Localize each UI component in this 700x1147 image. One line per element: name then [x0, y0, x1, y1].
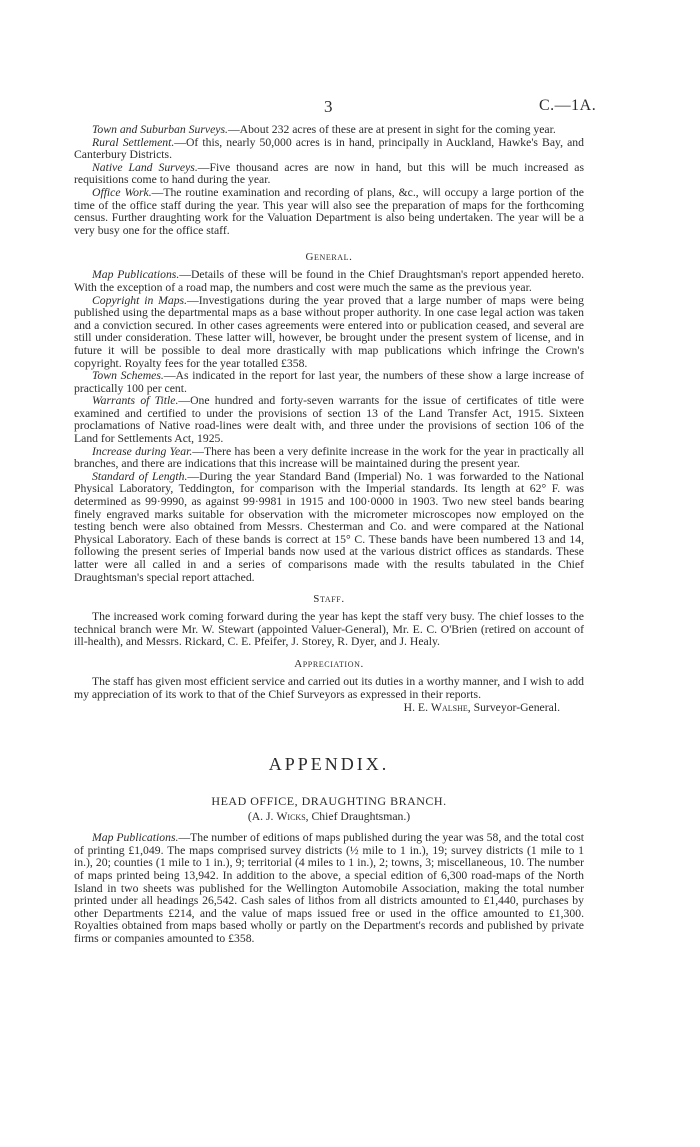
- signature-surname: Walshe: [430, 701, 468, 715]
- author-prefix: (A. J.: [247, 810, 277, 824]
- paragraph-staff: The increased work coming forward during the year has kept the staff very busy. The chief losses to the technical branch were Mr. W. Stewart (appointed Valuer-General), Mr. E. C. O'Brien (retired on account of ill-health), and Messrs. Rickard, C. E. Pfeifer, J. Storey, R. Dyer, and J. Healy.: [74, 610, 584, 649]
- paragraph-text: —The routine examination and recording of plans, &c., will occupy a large portion of the time of the office staff during the year. This year will also see the preparation of maps for the forthcoming census. Further draughting work for the Valuation Department is also being undertaken. The year will be a very busy one for the office staff.: [74, 185, 584, 237]
- signature: [74, 701, 560, 714]
- section-heading-appreciation: Appreciation.: [294, 657, 364, 670]
- paragraph-warrants: [74, 395, 584, 445]
- paragraph-lead: Map Publications.: [92, 831, 179, 845]
- paragraph-text: —Investigations during the year proved that a large number of maps were being published using the departmental maps as a base without proper authority. In one case legal action was taken and a conviction secured. In other cases agreements were entered into or publication ceased, and several are still under consideration. These latter will, however, be brought under the present system of license, and in future it will be possible to deal more drastically with map publications which infringe the Crown's copyright. Royalty fees for the year totalled £358.: [74, 293, 584, 370]
- paragraph-native-land: [74, 162, 584, 187]
- paragraph-lead: Rural Settlement.: [92, 135, 175, 149]
- paragraph-text: —The number of editions of maps published during the year was 58, and the total cost of printing £1,049. The maps comprised survey districts (½ mile to 1 in.), 19; survey districts (1 mile to 1 in.), 20; counties (1 mile to 1 in.), 9; territorial (4 miles to 1 in.), 2; towns, 3; miscellaneous, 10. The number of maps printed being 13,942. In addition to the above, a special edition of 6,300 road-maps of the North Island in two sheets was published for the Wellington Automobile Association, making the total number printed under all headings 26,542. Cash sales of lithos from all districts amounted to £1,440, purchases by other Departments £214, and the value of maps issued free or used in the office amounted to £1,300. Royalties obtained from maps based wholly or partly on the Department's records and published by private firms or companies amounted to £358.: [74, 831, 584, 945]
- appendix-subtitle: HEAD OFFICE, DRAUGHTING BRANCH.: [211, 794, 447, 809]
- paragraph-lead: Increase during Year.: [92, 444, 193, 458]
- paragraph-lead: Map Publications.: [92, 268, 180, 282]
- section-heading-staff: Staff.: [313, 593, 345, 606]
- author-surname: Wicks: [276, 810, 306, 824]
- paragraph-text: —Five thousand acres are now in hand, but this will be much increased as requisitions come to hand during the year.: [74, 160, 584, 187]
- paragraph-lead: Office Work.: [92, 185, 152, 199]
- paragraph-office-work: [74, 187, 584, 237]
- paragraph-lead: Town Schemes.: [92, 369, 164, 383]
- paragraph-standard-length: [74, 471, 584, 584]
- paragraph-town-schemes: [74, 370, 584, 395]
- paragraph-lead: Native Land Surveys.: [92, 160, 198, 174]
- paragraph-text: —Of this, nearly 50,000 acres is in hand, principally in Auckland, Hawke's Bay, and Canterbury Districts.: [74, 135, 584, 162]
- paragraph-text: —Details of these will be found in the Chief Draughtsman's report appended hereto. With the exception of a road map, the numbers and cost were much the same as the previous year.: [74, 268, 584, 294]
- appendix-title: APPENDIX.: [268, 754, 390, 775]
- paragraph-rural-settlement: [74, 137, 584, 162]
- section-heading-general: General.: [305, 251, 353, 264]
- appendix-author: [74, 810, 584, 824]
- page-number: 3: [324, 97, 333, 116]
- paragraph-copyright: [74, 295, 584, 371]
- paragraph-appendix-map-publications: [74, 832, 584, 945]
- paragraph-increase: [74, 446, 584, 471]
- paragraph-text: —One hundred and forty-seven warrants for the issue of certificates of title were examined and certified to under the provisions of section 13 of the Land Transfer Act, 1915. Sixteen proclamations of Native road-lines were dealt with, and three under the provisions of section 106 of the Land for Settlements Act, 1925.: [74, 394, 584, 446]
- paragraph-map-publications: [74, 269, 584, 294]
- paragraph-text: —During the year Standard Band (Imperial) No. 1 was forwarded to the National Physical Laboratory, Teddington, for comparison with the Imperial standards. Its length at 62° F. was determined as 99·9990, as against 99·9981 in 1915 and 100·0000 in 1903. Two new steel bands bearing finely engraved marks suitable for observation with the micrometer microscopes now employed on the testing bench were also obtained from Messrs. Chesterman and Co. and were compared at the National Physical Laboratory. Each of these bands is correct at 15° C. These bands have been numbered 13 and 14, following the present series of Imperial bands now used at the various district offices as standards. These latter were all called in and a series of comparisons made with the results tabulated in the Chief Draughtsman's special report attached.: [74, 469, 585, 584]
- paragraph-lead: Standard of Length.: [92, 469, 188, 483]
- paragraph-lead: Copyright in Maps.: [92, 293, 188, 307]
- paragraph-text: —About 232 acres of these are at present in sight for the coming year.: [227, 123, 556, 136]
- signature-initials: H. E.: [403, 701, 431, 715]
- paragraph-appreciation: The staff has given most efficient service and carried out its duties in a worthy manner, and I wish to add my appreciation of its work to that of the Chief Surveyors as expressed in their reports.: [74, 674, 584, 701]
- author-suffix: , Chief Draughtsman.): [305, 810, 411, 824]
- report-body: [74, 124, 584, 946]
- signature-title: , Surveyor-General.: [467, 701, 560, 715]
- paragraph-lead: Warrants of Title.: [92, 394, 179, 408]
- document-reference: C.—1A.: [539, 97, 597, 114]
- paragraph-text: —As indicated in the report for last year, the numbers of these show a large increase of practically 100 per cent.: [74, 369, 585, 395]
- paragraph-lead: Town and Suburban Surveys.: [92, 123, 228, 136]
- paragraph-text: —There has been a very definite increase in the work for the year in practically all branches, and there are indications that this increase will be maintained during the present year.: [74, 444, 585, 471]
